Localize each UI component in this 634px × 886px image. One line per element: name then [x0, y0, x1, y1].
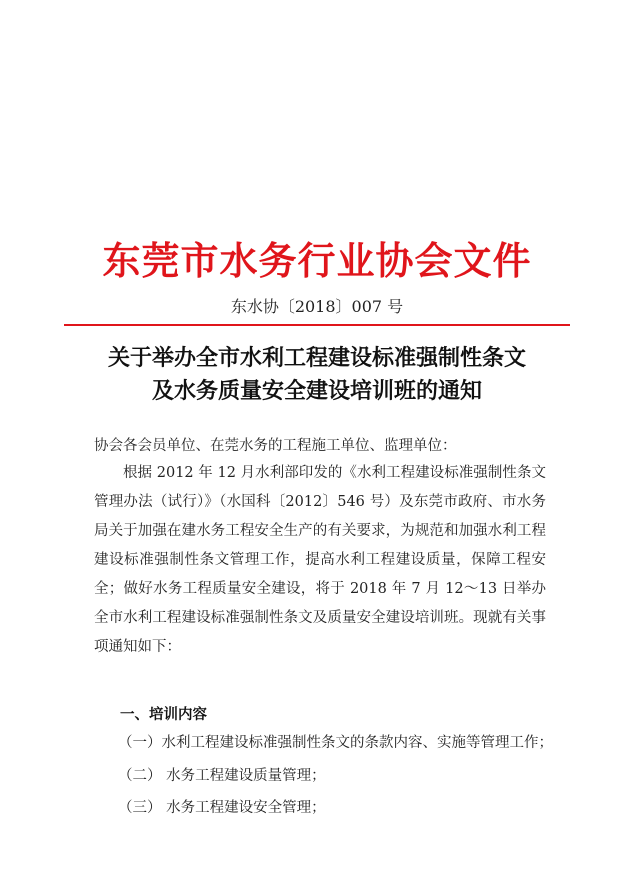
notice-title — [0, 342, 634, 408]
org-header-title: 东莞市水务行业协会文件 — [102, 239, 532, 283]
section-heading: 一、培训内容 — [120, 707, 207, 723]
section-item: （三） 水务工程建设安全管理； — [118, 800, 326, 816]
section-item: （二） 水务工程建设质量管理； — [118, 768, 326, 784]
section-item: （一）水利工程建设标准强制性条文的条款内容、实施等管理工作； — [118, 735, 553, 751]
red-divider-line — [64, 324, 570, 326]
salutation: 协会各会员单位、在莞水务的工程施工单位、监理单位： — [94, 438, 457, 454]
notice-title-line-1: 关于举办全市水利工程建设标准强制性条文 — [107, 346, 526, 371]
body-paragraph: 根据 2012 年 12 月水利部印发的《水利工程建设标准强制性条文管理办法（试行）》（水国科〔2012〕546 号）及东莞市政府、市水务局关于加强在建水务工程安全生产的有关要求，为规范和加强水利工程建设标准强制性条文管理工作，提高水利工程建设质量，保障工程安全；做好水务工程质量安全建设，将于 2018 年 7 月 12～13 日举办全市水利工程建设标准强制性条文及质量安全建设培训班。现就有关事项通知如下： — [94, 465, 546, 655]
document-number: 东水协〔2018〕007 号 — [230, 297, 404, 316]
notice-title-line-2: 及水务质量安全建设培训班的通知 — [151, 379, 482, 404]
